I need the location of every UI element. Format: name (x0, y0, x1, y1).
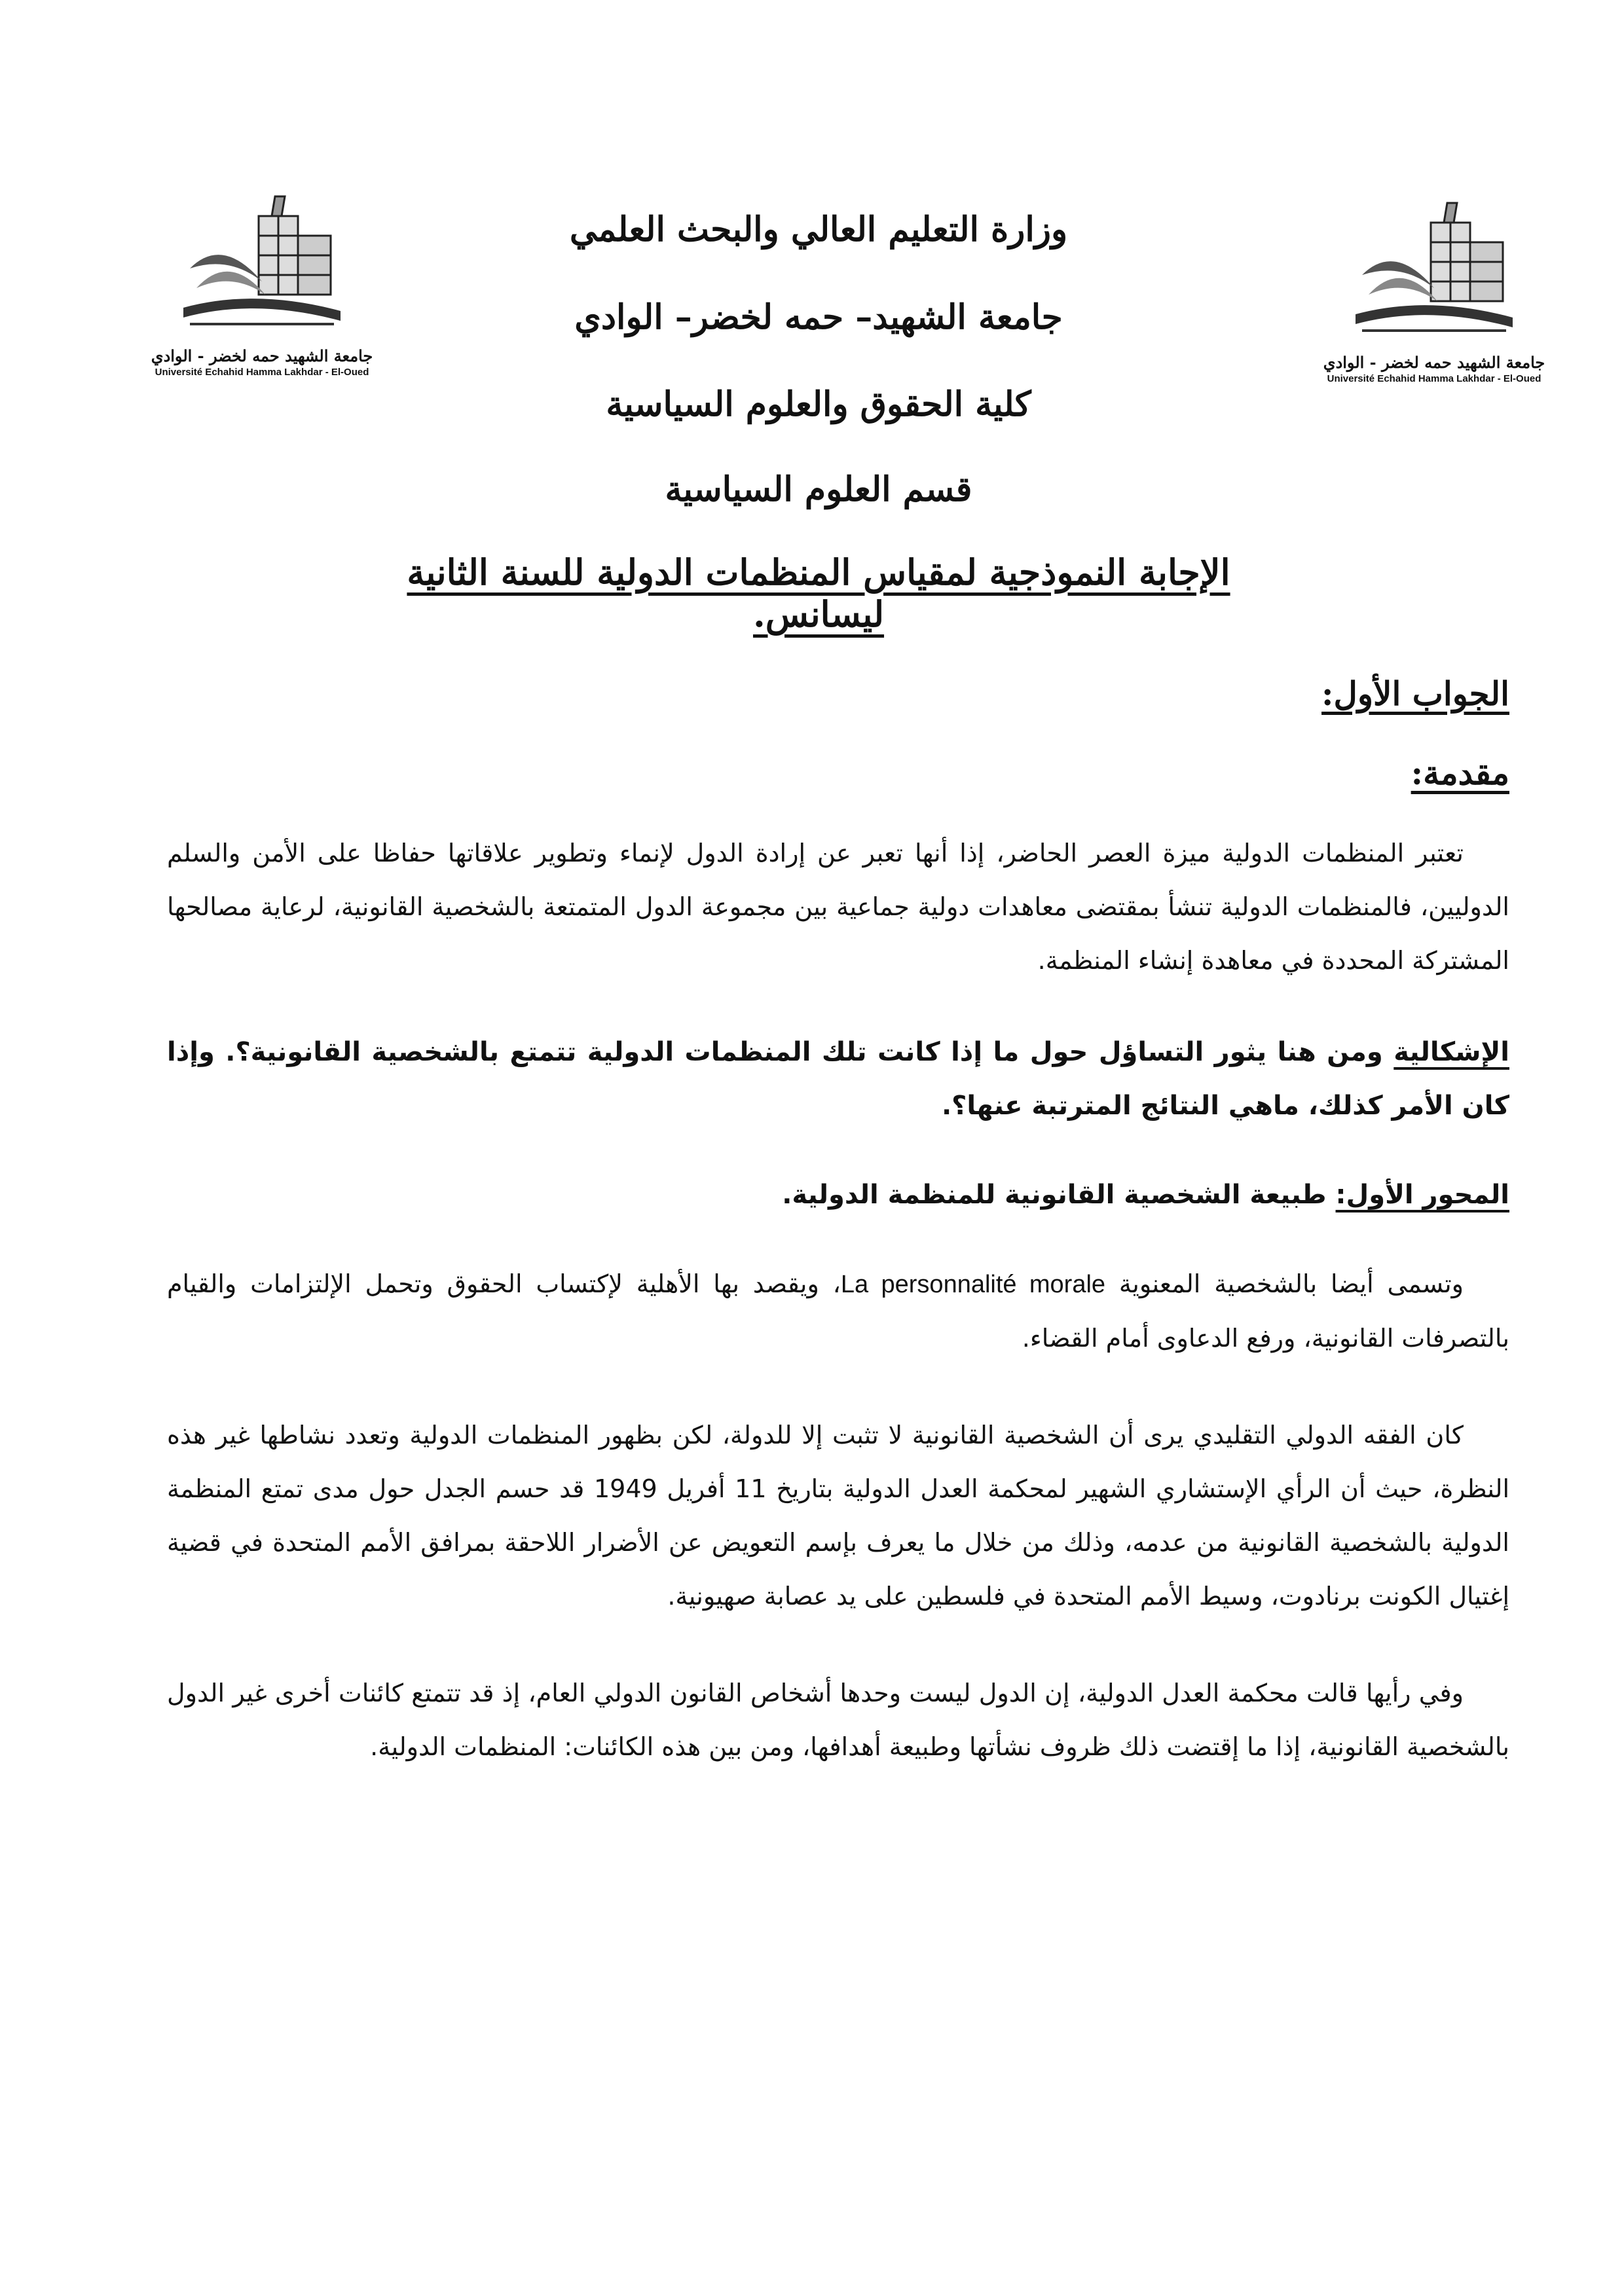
court-opinion-text: وفي رأيها قالت محكمة العدل الدولية، إن الدول ليست وحدها أشخاص القانون الدولي العام، إذ قد تتمتع كائنات أخرى غير الدول بالشخصية القانونية، إذا ما إقتضت ذلك ظروف نشأتها وطبيعة أهدافها، ومن بين هذه الكائنات: المنظمات الدولية. (167, 1679, 1509, 1761)
problem-text: ومن هنا يثور التساؤل حول ما إذا كانت تلك المنظمات الدولية تتمتع بالشخصية القانونية؟. وإذا كان الأمر كذلك، ماهي النتائج المترتبة عنها؟. (167, 1037, 1509, 1121)
faculty-name: كلية الحقوق والعلوم السياسية (606, 384, 1031, 424)
logo-caption-arabic: جامعة الشهيد حمه لخضر - الوادي (151, 346, 373, 365)
problem-label: الإشكالية (1393, 1037, 1509, 1067)
document-body (167, 674, 1509, 1774)
introduction-paragraph (167, 826, 1509, 987)
university-building-logo-icon (1349, 196, 1519, 350)
logo-caption-arabic: جامعة الشهيد حمه لخضر - الوادي (1323, 353, 1545, 372)
logo-caption-french: Université Echahid Hamma Lakhdar - El-Oued (155, 367, 369, 378)
introduction-heading: مقدمة: (1411, 754, 1509, 792)
court-opinion-paragraph (167, 1666, 1509, 1774)
first-answer-heading: الجواب الأول: (1321, 674, 1509, 713)
traditional-doctrine-text: كان الفقه الدولي التقليدي يرى أن الشخصية القانونية لا تثبت إلا للدولة، لكن بظهور المنظمات الدولية وتعدد نشاطها غير هذه النظرة، حيث أن الرأي الإستشاري الشهير لمحكمة العدل الدولية بتاريخ 11 أفريل 1949 قد حسم الجدل حول مدى تمتع المنظمة الدولية بالشخصية القانونية من عدمه، وذلك من خلال ما يعرف بإسم التعويض عن الأضرار اللاحقة بمرافق الأمم المتحدة في قضية إغتيال الكونت برنادوت، وسيط الأمم المتحدة في فلسطين على يد عصابة صهيونية. (167, 1421, 1510, 1611)
legal-personality-text-start: وتسمى أيضا بالشخصية المعنوية (1105, 1269, 1464, 1298)
university-logo-left (151, 190, 373, 406)
ministry-name: وزارة التعليم العالي والبحث العلمي (569, 210, 1068, 249)
introduction-text: تعتبر المنظمات الدولية ميزة العصر الحاضر، إذا أنها تعبر عن إرادة الدول لإنماء وتطوير علاقاتها حفاظا على الأمن والسلم الدوليين، فالمنظمات الدولية تنشأ بمقتضى معاهدات دولية جماعية بين مجموعة الدول المتمتعة بالشخصية القانونية، لرعاية مصالحها المشتركة المحددة في معاهدة إنشاء المنظمة. (167, 839, 1509, 975)
university-logo-right (1323, 196, 1545, 412)
legal-personality-paragraph (167, 1257, 1509, 1365)
legal-personality-text-end: ، ويقصد بها الأهلية لإكتساب الحقوق وتحمل الإلتزامات والقيام بالتصرفات القانونية، ورفع الدعاوى أمام القضاء. (167, 1269, 1509, 1353)
logo-caption-french: Université Echahid Hamma Lakhdar - El-Oued (1327, 373, 1541, 384)
university-name: جامعة الشهيد– حمه لخضر– الوادي (574, 297, 1063, 338)
problem-statement (167, 1025, 1509, 1133)
university-building-logo-icon (177, 190, 347, 344)
document-header (367, 210, 1270, 636)
french-term: La personnalité morale (840, 1271, 1106, 1298)
document-title: الإجابة النموذجية لمقياس المنظمات الدولية للسنة الثانية ليسانس. (407, 551, 1230, 636)
first-axis-label: المحور الأول: (1335, 1180, 1509, 1210)
first-axis-heading (167, 1172, 1509, 1218)
first-axis-title: طبيعة الشخصية القانونية للمنظمة الدولية. (782, 1180, 1336, 1210)
traditional-doctrine-paragraph (167, 1408, 1509, 1623)
department-name: قسم العلوم السياسية (665, 469, 972, 510)
